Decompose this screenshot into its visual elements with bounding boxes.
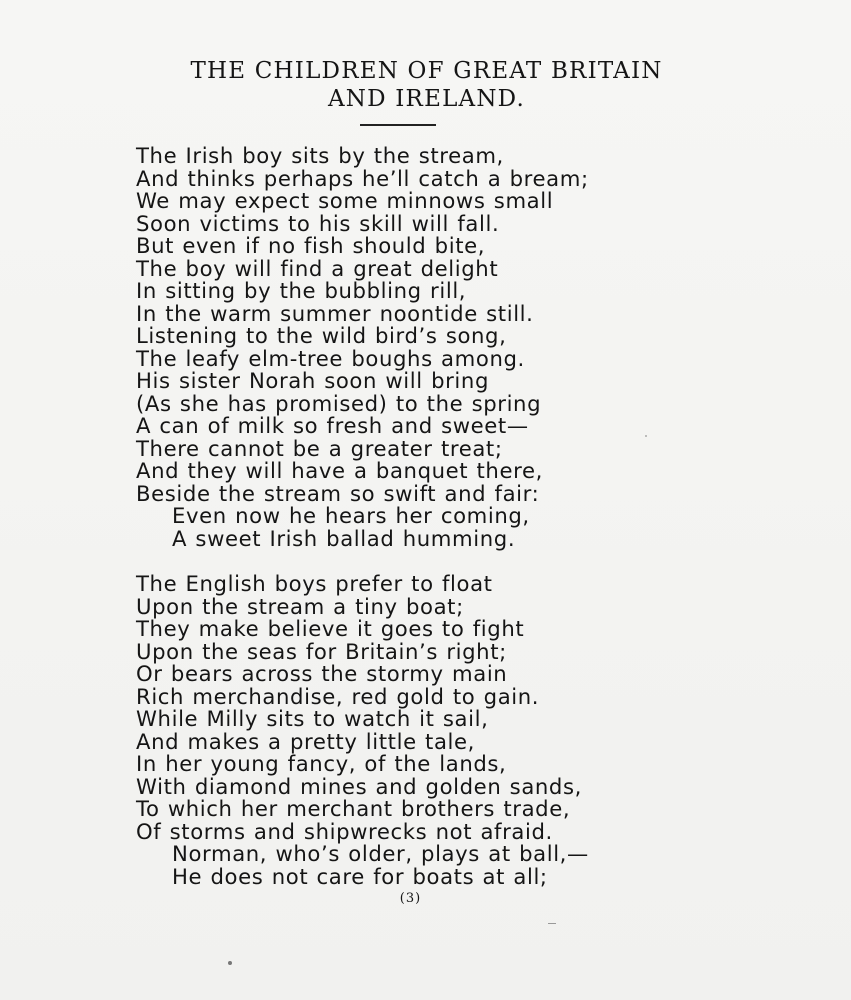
poem-stanza-1 xyxy=(136,145,836,550)
poem-line: Soon victims to his skill will fall. xyxy=(136,210,500,236)
paper-speck xyxy=(548,923,556,924)
poem-line: We may expect some minnows small xyxy=(136,188,554,213)
poem-line: Rich merchandise, red gold to gain. xyxy=(136,683,540,709)
poem-line: Listening to the wild bird’s song, xyxy=(136,323,507,348)
poem-line: Of storms and shipwrecks not afraid. xyxy=(136,818,553,844)
poem-title-line-2: AND IRELAND. xyxy=(327,86,526,112)
poem-line: Upon the stream a tiny boat; xyxy=(136,593,464,619)
poem-line: In the warm summer noontide still. xyxy=(136,300,534,326)
poem-line: (As she has promised) to the spring xyxy=(136,390,542,416)
poem-line: They make believe it goes to fight xyxy=(136,616,525,641)
title-divider xyxy=(360,124,436,126)
poem-line: And thinks perhaps he’ll catch a bream; xyxy=(136,165,589,191)
poem-line-indented: Norman, who’s older, plays at ball,— xyxy=(172,841,589,866)
poem-line: The leafy elm-tree boughs among. xyxy=(136,345,525,371)
poem-title-line-1: THE CHILDREN OF GREAT BRITAIN xyxy=(190,58,663,84)
page-number: (3) xyxy=(399,891,422,906)
poem-line: But even if no fish should bite, xyxy=(136,233,486,258)
poem-line-indented: Even now he hears her coming, xyxy=(172,503,530,528)
poem-line: With diamond mines and golden sands, xyxy=(136,773,582,799)
paper-speck xyxy=(228,961,232,965)
poem-line: There cannot be a greater treat; xyxy=(136,435,503,461)
poem-line: While Milly sits to watch it sail, xyxy=(136,706,489,731)
poem-line: A can of milk so fresh and sweet— xyxy=(136,413,529,438)
poem-line: The English boys prefer to float xyxy=(136,571,493,596)
poem-line: His sister Norah soon will bring xyxy=(136,368,489,393)
poem-line: The Irish boy sits by the stream, xyxy=(136,143,504,168)
poem-line-indented: A sweet Irish ballad humming. xyxy=(172,525,516,551)
poem-line: And they will have a banquet there, xyxy=(136,458,543,483)
poem-line: Beside the stream so swift and fair: xyxy=(136,480,540,506)
poem-line: In sitting by the bubbling rill, xyxy=(136,278,467,303)
paper-speck xyxy=(645,435,647,437)
poem-line: To which her merchant brothers trade, xyxy=(136,796,571,821)
poem-line: Or bears across the stormy main xyxy=(136,661,508,686)
poem-line-indented: He does not care for boats at all; xyxy=(172,863,548,889)
poem-line: And makes a pretty little tale, xyxy=(136,728,475,754)
poem-line: The boy will find a great delight xyxy=(136,255,499,281)
poem-line: In her young fancy, of the lands, xyxy=(136,751,507,776)
poem-line: Upon the seas for Britain’s right; xyxy=(136,638,507,664)
poem-stanza-2 xyxy=(136,573,836,888)
